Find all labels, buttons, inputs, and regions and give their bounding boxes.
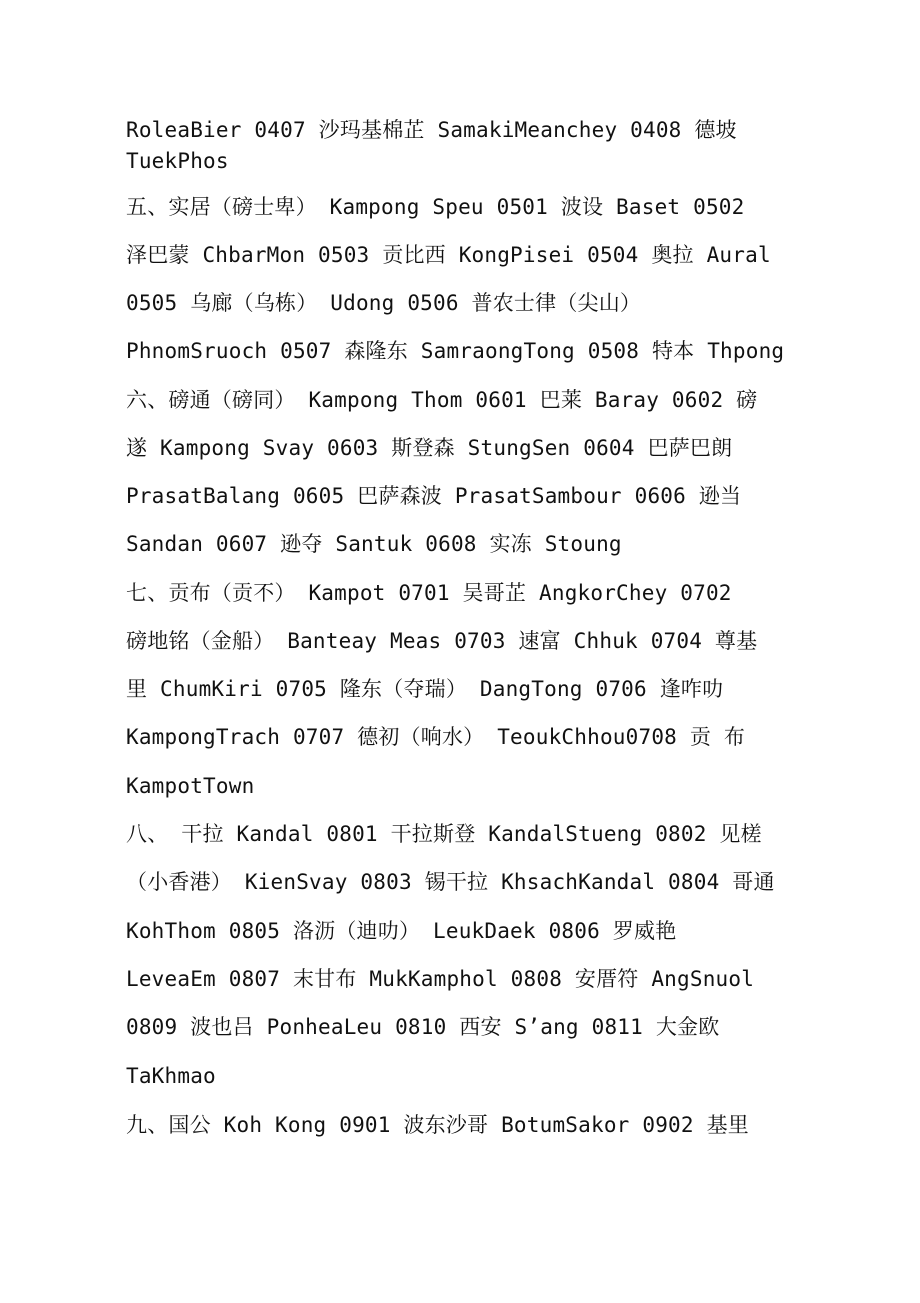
text-line: 0809 波也吕 PonheaLeu 0810 西安 S’ang 0811 大金欧 — [126, 1015, 720, 1039]
text-line: LeveaEm 0807 末甘布 MukKamphol 0808 安厝符 AngSnuol — [126, 967, 755, 991]
text-line: 里 ChumKiri 0705 隆东（夺瑞） DangTong 0706 逢咋叻 — [126, 677, 724, 701]
text-line: TuekPhos — [126, 149, 229, 173]
text-line: PrasatBalang 0605 巴萨森波 PrasatSambour 0606 逊当 — [126, 484, 742, 508]
text-line: 六、磅通（磅同） Kampong Thom 0601 巴莱 Baray 0602 磅 — [126, 388, 758, 412]
text-line: 七、贡布（贡不） Kampot 0701 吴哥芷 AngkorChey 0702 — [126, 581, 732, 605]
text-line: 五、实居（磅士卑） Kampong Speu 0501 波设 Baset 0502 — [126, 195, 745, 219]
text-line: 九、国公 Koh Kong 0901 波东沙哥 BotumSakor 0902 基里 — [126, 1113, 749, 1137]
text-line: TaKhmao — [126, 1064, 216, 1088]
text-line: 遂 Kampong Svay 0603 斯登森 StungSen 0604 巴萨巴朗 — [126, 436, 733, 460]
text-line: 磅地铭（金船） Banteay Meas 0703 速富 Chhuk 0704 尊基 — [126, 629, 758, 653]
text-line: KampotTown — [126, 774, 255, 798]
text-line: KohThom 0805 洛沥（迪叻） LeukDaek 0806 罗威艳 — [126, 919, 677, 943]
text-line: RoleaBier 0407 沙玛基棉芷 SamakiMeanchey 0408 德坡 — [126, 118, 737, 142]
text-line: 泽巴蒙 ChbarMon 0503 贡比西 KongPisei 0504 奥拉 Aural — [126, 243, 771, 267]
text-line: 八、 干拉 Kandal 0801 干拉斯登 KandalStueng 0802 见槎 — [126, 822, 762, 846]
text-line: Sandan 0607 逊夺 Santuk 0608 实冻 Stoung — [126, 532, 622, 556]
text-line: KampongTrach 0707 德初（响水） TeoukChhou0708 贡 布 — [126, 725, 746, 749]
text-line: PhnomSruoch 0507 森隆东 SamraongTong 0508 特本 Thpong — [126, 339, 785, 363]
text-line: 0505 乌廊（乌栋） Udong 0506 普农士律（尖山） — [126, 291, 642, 315]
text-line: （小香港） KienSvay 0803 锡干拉 KhsachKandal 0804 哥通 — [126, 870, 775, 894]
